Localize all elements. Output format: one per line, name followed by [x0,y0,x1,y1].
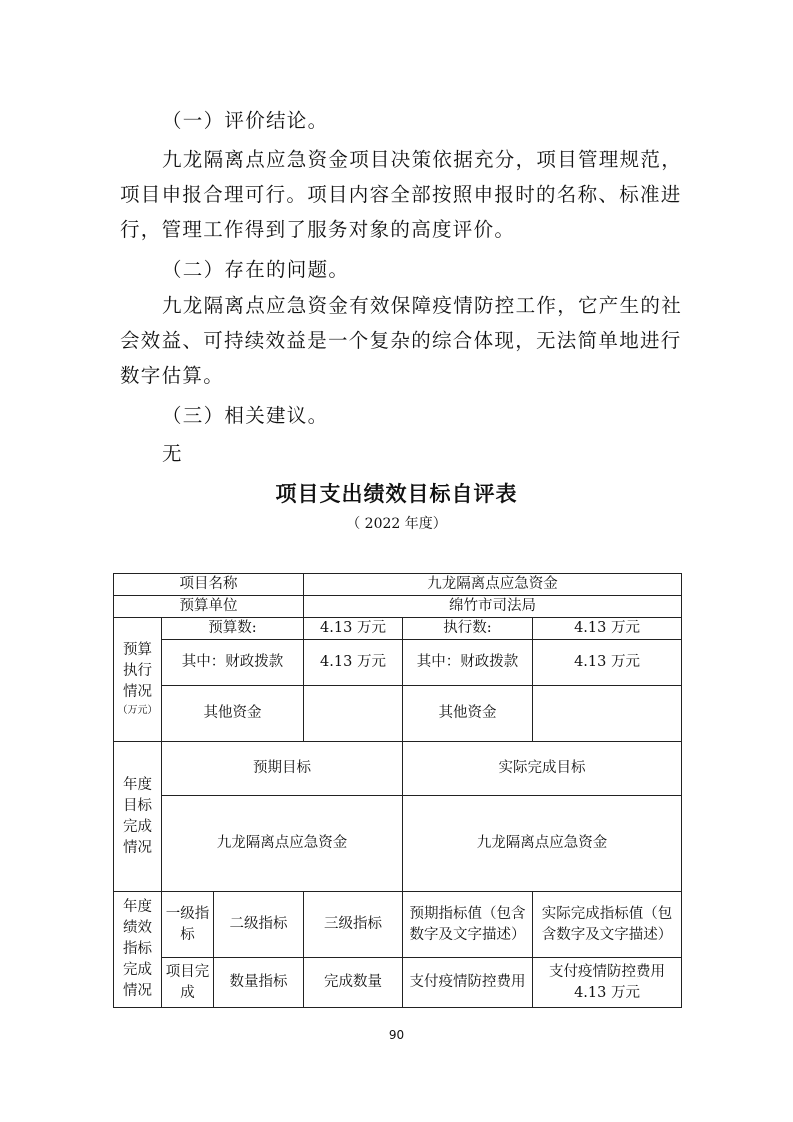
level1-header: 一级指标 [162,892,214,958]
fiscal-budget-label: 其中：财政拨款 [162,640,304,686]
budget-amount-label: 预算数: [162,618,304,640]
fiscal-exec-value: 4.13 万元 [533,640,682,686]
budget-amount-value: 4.13 万元 [304,618,403,640]
other-budget-value [304,686,403,742]
paragraph-issues: 九龙隔离点应急资金有效保障疫情防控工作，它产生的社会效益、可持续效益是一个复杂的综合体现，无法简单地进行数字估算。 [120,294,683,387]
table-row [114,958,682,1008]
section-heading-conclusion: （一）评价结论。 [162,109,329,132]
fiscal-budget-value: 4.13 万元 [304,640,403,686]
table-row [114,796,682,892]
actual-goal-header: 实际完成目标 [403,742,682,796]
actual-goal-value: 九龙隔离点应急资金 [403,796,682,892]
budget-exec-label: 预算执行情况 [123,642,152,700]
exec-amount-value: 4.13 万元 [533,618,682,640]
row1-level3: 完成数量 [304,958,403,1008]
project-name-label: 项目名称 [114,574,304,596]
budget-exec-label-cell [114,618,162,742]
paragraph-conclusion: 九龙隔离点应急资金项目决策依据充分，项目管理规范，项目申报合理可行。项目内容全部按照申报时的名称、标准进行，管理工作得到了服务对象的高度评价。 [120,148,683,241]
table-row [114,892,682,958]
budget-exec-unit: （万元） [117,705,158,716]
table-row [114,686,682,742]
expected-goal-header: 预期目标 [162,742,403,796]
table-row [114,640,682,686]
level3-header: 三级指标 [304,892,403,958]
form-title: 项目支出绩效目标自评表 [275,482,518,506]
expected-goal-value: 九龙隔离点应急资金 [162,796,403,892]
other-exec-label: 其他资金 [403,686,533,742]
actual-value-header: 实际完成指标值（包含数字及文字描述） [533,892,682,958]
form-year: （ 2022 年度） [346,516,447,532]
table-row [114,574,682,596]
annual-goal-label: 年度目标完成情况 [114,742,162,892]
table-row [114,618,682,640]
page-number: 90 [388,1028,405,1042]
fiscal-exec-label: 其中：财政拨款 [403,640,533,686]
table-row [114,742,682,796]
section-heading-suggestions: （三）相关建议。 [162,404,329,427]
performance-table [113,573,682,1008]
row1-expected: 支付疫情防控费用 [403,958,533,1008]
other-exec-value [533,686,682,742]
exec-amount-label: 执行数: [403,618,533,640]
budget-unit-value: 绵竹市司法局 [304,596,682,618]
row1-level1: 项目完成 [162,958,214,1008]
row1-level2: 数量指标 [214,958,304,1008]
section-heading-issues: （二）存在的问题。 [162,258,350,281]
paragraph-suggestions: 无 [162,442,183,465]
expected-value-header: 预期指标值（包含数字及文字描述） [403,892,533,958]
budget-unit-label: 预算单位 [114,596,304,618]
table-row [114,596,682,618]
perf-label: 年度绩效指标完成情况 [114,892,162,1008]
level2-header: 二级指标 [214,892,304,958]
other-budget-label: 其他资金 [162,686,304,742]
project-name-value: 九龙隔离点应急资金 [304,574,682,596]
row1-actual: 支付疫情防控费用4.13 万元 [533,958,682,1008]
